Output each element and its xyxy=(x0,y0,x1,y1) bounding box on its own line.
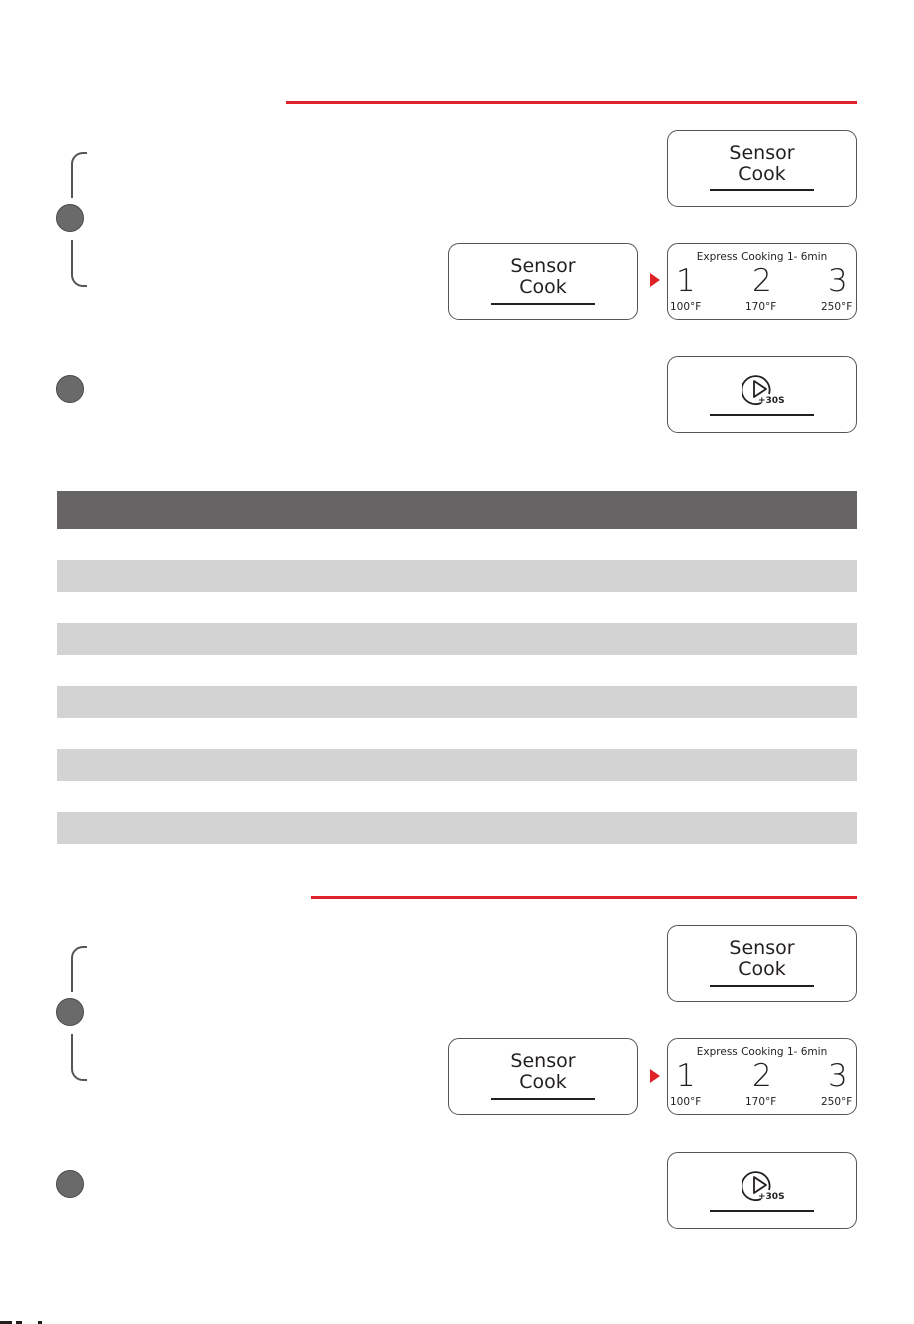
table-row xyxy=(57,623,857,655)
express-cooking-display xyxy=(667,1038,857,1115)
sensor-cook-label-line1: Sensor xyxy=(510,1050,576,1072)
sensor-cook-underline xyxy=(491,303,595,305)
table-row xyxy=(57,781,857,813)
start-30s-button[interactable] xyxy=(667,1152,857,1229)
start-30s-label: +30S xyxy=(758,396,785,406)
step-2-marker xyxy=(56,375,84,403)
section-2-header-rule xyxy=(311,896,857,899)
cropped-footer-marks xyxy=(0,1320,60,1324)
display-level-temp: 170°F xyxy=(745,1096,777,1108)
sensor-cook-button[interactable] xyxy=(667,130,857,207)
step-1-marker xyxy=(56,998,84,1026)
display-title: Express Cooking 1- 6min xyxy=(696,1046,828,1058)
sensor-cook-label-line2: Cook xyxy=(738,958,786,980)
display-level-number: 3 xyxy=(828,263,848,299)
sensor-cook-label-line1: Sensor xyxy=(729,142,795,164)
display-level-temp: 250°F xyxy=(821,301,853,313)
next-arrow-icon xyxy=(650,273,660,287)
table-row xyxy=(57,718,857,750)
display-level-temp: 100°F xyxy=(670,301,702,313)
express-cooking-display xyxy=(667,243,857,320)
display-level-number: 1 xyxy=(676,1058,696,1094)
step-2-marker xyxy=(56,1170,84,1198)
sensor-cook-underline xyxy=(710,985,814,987)
sensor-cook-label-line2: Cook xyxy=(738,163,786,185)
start-30s-underline xyxy=(710,414,814,416)
display-level-temp: 170°F xyxy=(745,301,777,313)
sensor-cook-underline xyxy=(491,1098,595,1100)
table-row xyxy=(57,812,857,844)
sensor-cook-label-line1: Sensor xyxy=(729,937,795,959)
sensor-cook-button[interactable] xyxy=(667,925,857,1002)
step-1-bracket-bottom xyxy=(71,240,87,287)
sensor-cook-button[interactable] xyxy=(448,243,638,320)
table-row xyxy=(57,655,857,687)
sensor-cook-label-line2: Cook xyxy=(519,1071,567,1093)
start-30s-button[interactable] xyxy=(667,356,857,433)
display-level-temp: 100°F xyxy=(670,1096,702,1108)
start-30s-label: +30S xyxy=(758,1192,785,1202)
table-row xyxy=(57,529,857,561)
step-1-bracket-top xyxy=(71,152,87,198)
display-level-number: 3 xyxy=(828,1058,848,1094)
display-level-temp: 250°F xyxy=(821,1096,853,1108)
step-1-bracket-bottom xyxy=(71,1034,87,1081)
sensor-cook-underline xyxy=(710,189,814,191)
display-title: Express Cooking 1- 6min xyxy=(696,251,828,263)
display-level-number: 2 xyxy=(752,263,772,299)
sensor-cook-label-line1: Sensor xyxy=(510,255,576,277)
display-level-number: 1 xyxy=(676,263,696,299)
table-header xyxy=(57,491,857,529)
sensor-cook-label-line2: Cook xyxy=(519,276,567,298)
table-row xyxy=(57,592,857,624)
next-arrow-icon xyxy=(650,1069,660,1083)
start-30s-underline xyxy=(710,1210,814,1212)
table-row xyxy=(57,686,857,718)
step-1-marker xyxy=(56,204,84,232)
table-row xyxy=(57,560,857,592)
display-level-number: 2 xyxy=(752,1058,772,1094)
sensor-cook-button[interactable] xyxy=(448,1038,638,1115)
table-row xyxy=(57,749,857,781)
step-1-bracket-top xyxy=(71,946,87,992)
section-1-header-rule xyxy=(286,101,857,104)
